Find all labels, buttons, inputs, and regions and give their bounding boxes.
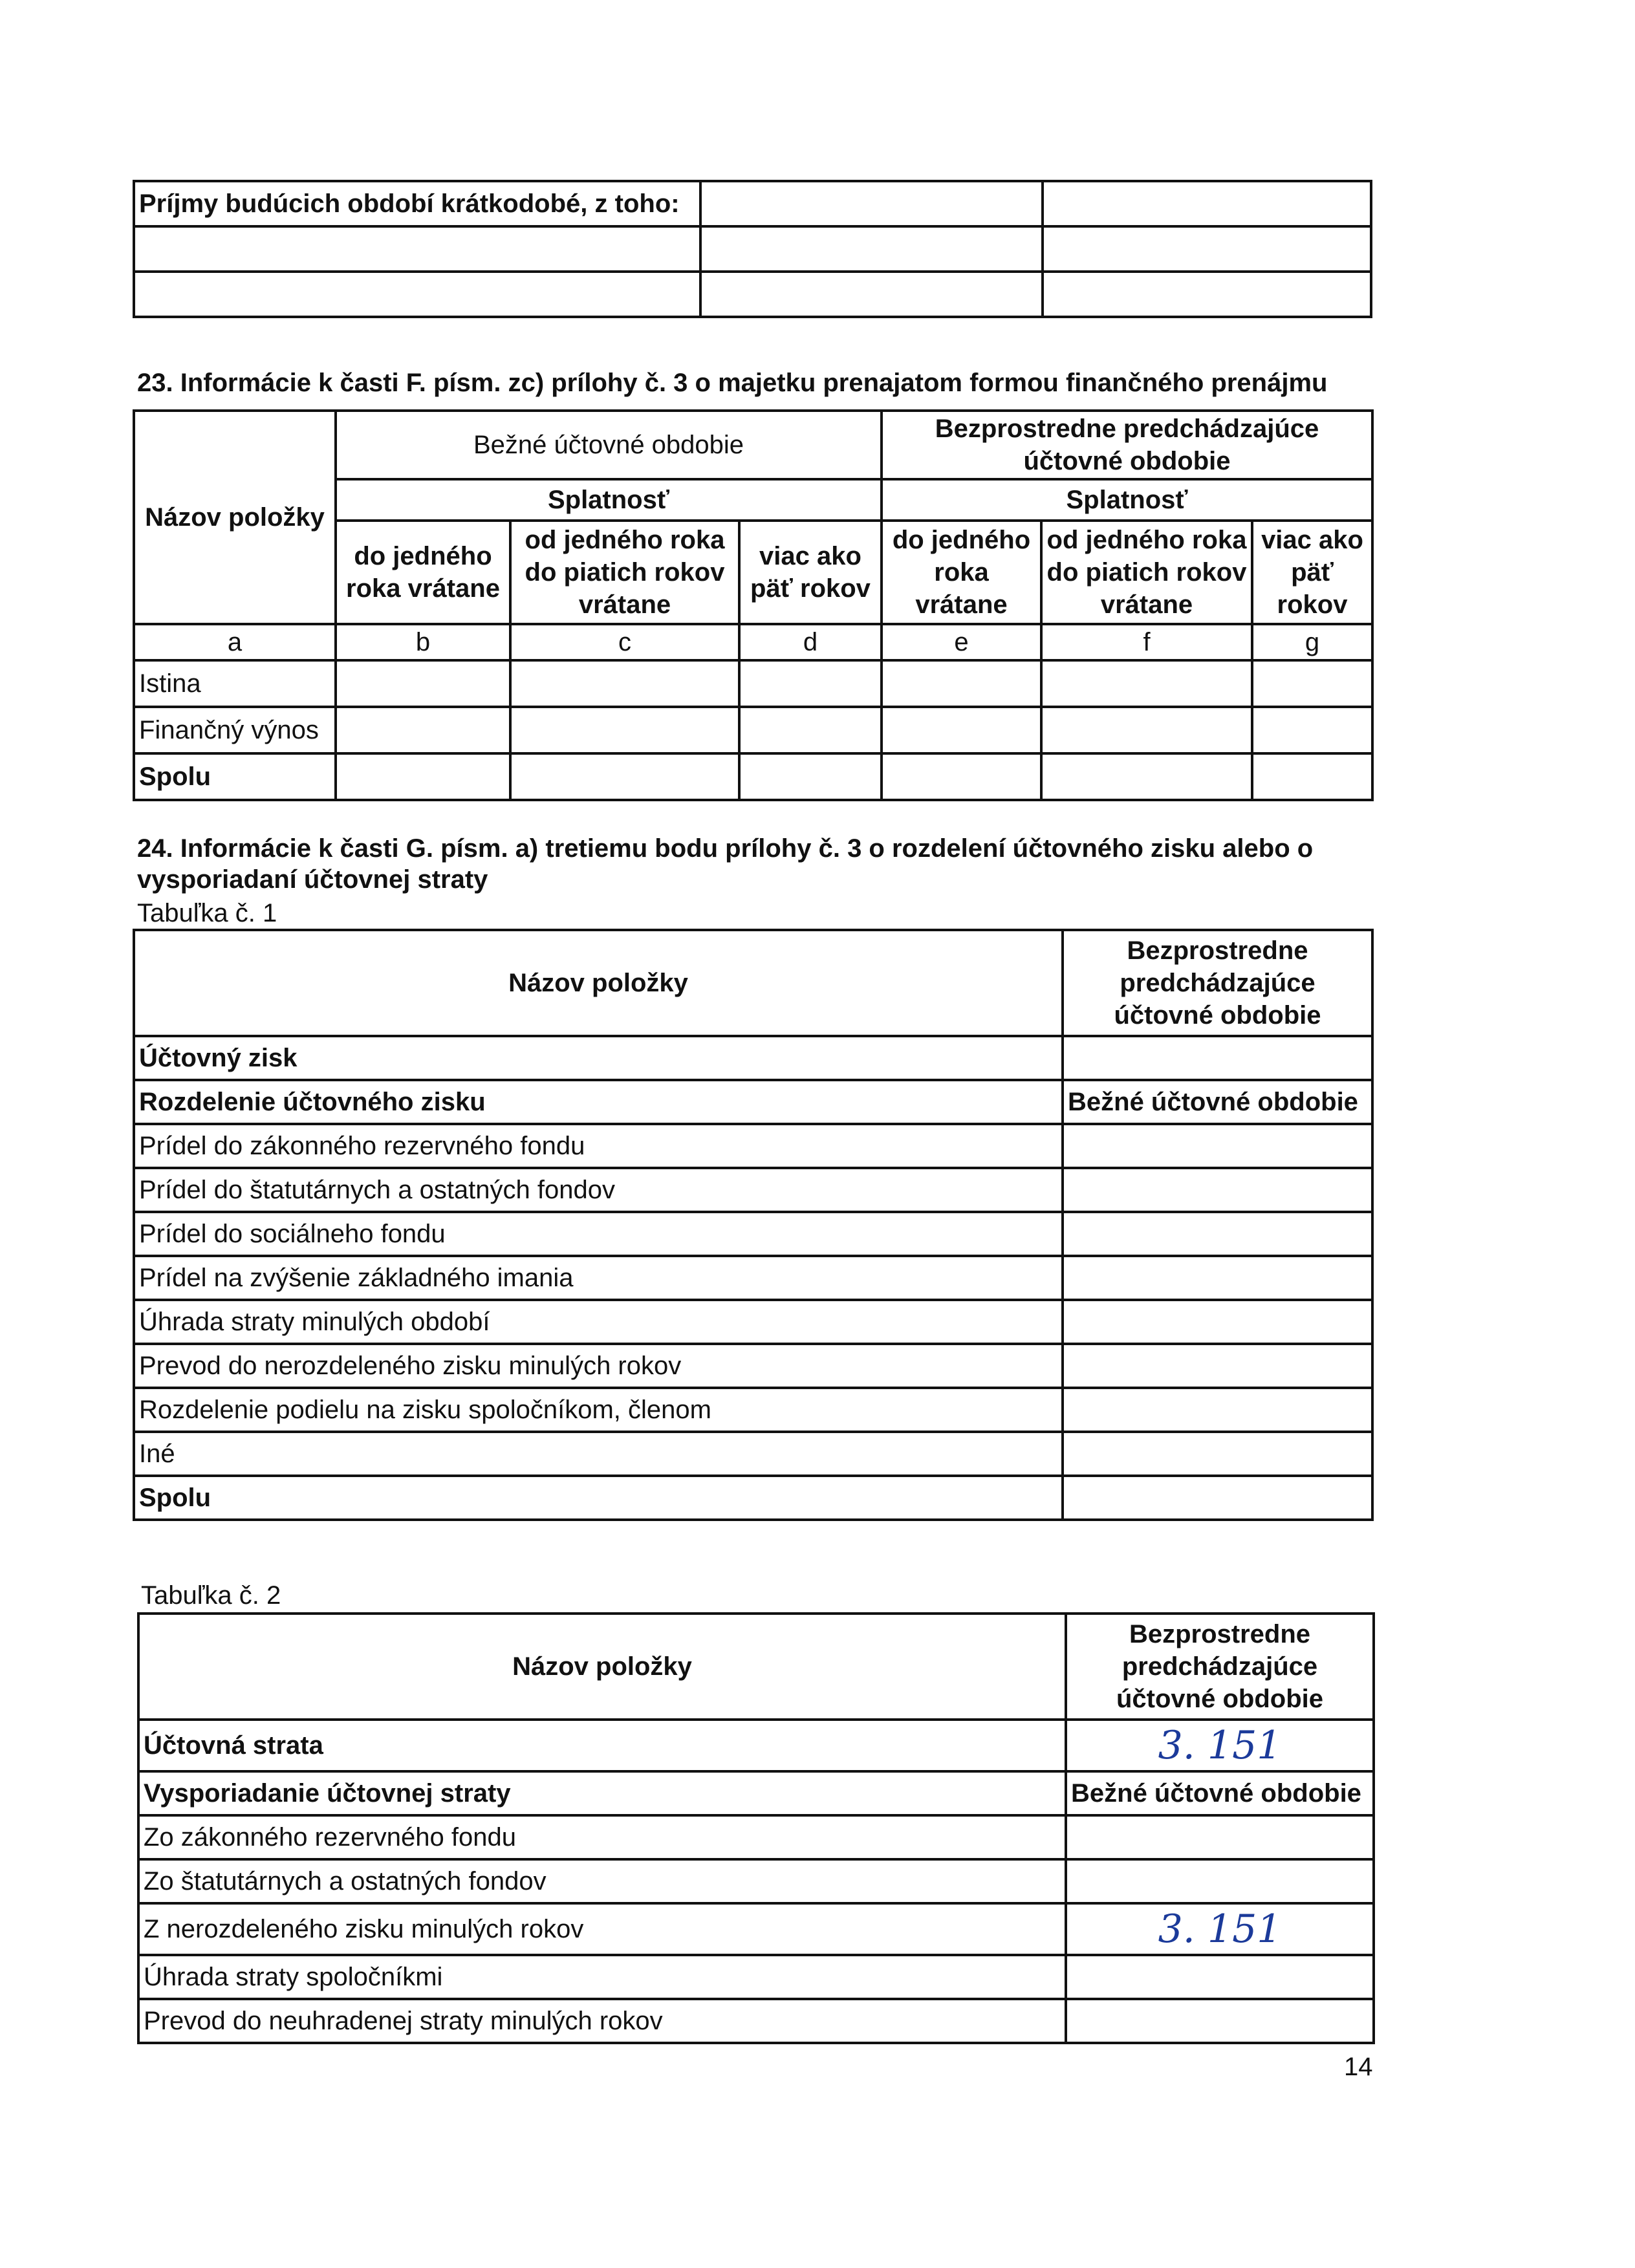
- table-cell: [1063, 1476, 1372, 1520]
- row-value: [1066, 1999, 1374, 2043]
- column-letter: e: [882, 624, 1041, 660]
- row-label: Iné: [134, 1432, 1063, 1476]
- item-name-header: Názov položky: [138, 1614, 1066, 1720]
- table-cell: [1063, 1300, 1372, 1344]
- accounting-profit-label: Účtovný zisk: [134, 1036, 1063, 1080]
- future-income-title: Príjmy budúcich období krátkodobé, z toho:: [134, 181, 700, 226]
- row-label: Rozdelenie podielu na zisku spoločníkom, členom: [134, 1388, 1063, 1432]
- table-cell: [882, 753, 1041, 800]
- table-cell: [1041, 753, 1252, 800]
- maturity-header-current: Splatnosť: [336, 479, 882, 521]
- row-value: 3. 151: [1066, 1903, 1374, 1955]
- row-label: Prídel do zákonného rezervného fondu: [134, 1124, 1063, 1168]
- row-label: Zo zákonného rezervného fondu: [138, 1815, 1066, 1859]
- table-cell: [510, 753, 739, 800]
- table-cell: [510, 660, 739, 707]
- row-value: [1066, 1859, 1374, 1903]
- table-cell: [1252, 707, 1372, 753]
- maturity-over-five-years: viac ako päť rokov: [1252, 521, 1372, 624]
- table-cell: [882, 660, 1041, 707]
- column-letter: g: [1252, 624, 1372, 660]
- column-letter: a: [134, 624, 336, 660]
- table-cell: [1063, 1432, 1372, 1476]
- current-period-header: Bežné účtovné obdobie: [1066, 1771, 1374, 1815]
- column-letter: c: [510, 624, 739, 660]
- table-cell: [336, 660, 510, 707]
- table-cell: [336, 753, 510, 800]
- previous-period-header: Bezprostredne predchádzajúce účtovné obdobie: [882, 411, 1372, 479]
- row-label: Prevod do neuhradenej straty minulých rokov: [138, 1999, 1066, 2043]
- row-label: Istina: [134, 660, 336, 707]
- maturity-header-previous: Splatnosť: [882, 479, 1372, 521]
- row-label: Úhrada straty spoločníkmi: [138, 1955, 1066, 1999]
- table-cell: [739, 660, 882, 707]
- table-cell: [1043, 181, 1371, 226]
- table-cell: [1041, 707, 1252, 753]
- row-value: [1066, 1955, 1374, 1999]
- table-cell: [336, 707, 510, 753]
- current-period-header: Bežné účtovné obdobie: [336, 411, 882, 479]
- section-24-heading: 24. Informácie k časti G. písm. a) tretiemu bodu prílohy č. 3 o rozdelení účtovného zisku alebo o vysporiadaní účtovnej straty: [137, 834, 1314, 894]
- item-name-header: Názov položky: [134, 411, 336, 624]
- table-cell: [1063, 1212, 1372, 1256]
- table-cell: [1063, 1344, 1372, 1388]
- accounting-loss-value: 3. 151: [1066, 1720, 1374, 1771]
- maturity-over-five-years: viac ako päť rokov: [739, 521, 882, 624]
- row-label: Prídel do štatutárnych a ostatných fondov: [134, 1168, 1063, 1212]
- loss-settlement-table: [137, 1612, 1375, 2044]
- maturity-up-to-one-year: do jedného roka vrátane: [882, 521, 1041, 624]
- page-number: 14: [1344, 2053, 1373, 2081]
- table2-caption: Tabuľka č. 2: [141, 1581, 281, 1610]
- table-cell: [134, 226, 700, 272]
- table-cell: [1041, 660, 1252, 707]
- table-cell: [700, 272, 1043, 317]
- table-cell: [739, 753, 882, 800]
- table-cell: [510, 707, 739, 753]
- table-cell: [739, 707, 882, 753]
- table-cell: [1063, 1168, 1372, 1212]
- row-label: Finančný výnos: [134, 707, 336, 753]
- table-cell: [700, 226, 1043, 272]
- column-letter: d: [739, 624, 882, 660]
- table-cell: [1043, 226, 1371, 272]
- row-label-total: Spolu: [134, 753, 336, 800]
- table-cell: [1063, 1388, 1372, 1432]
- maturity-one-to-five-years: od jedného roka do piatich rokov vrátane: [510, 521, 739, 624]
- row-label: Zo štatutárnych a ostatných fondov: [138, 1859, 1066, 1903]
- row-label: Prídel na zvýšenie základného imania: [134, 1256, 1063, 1300]
- table-cell: [1252, 753, 1372, 800]
- maturity-up-to-one-year: do jedného roka vrátane: [336, 521, 510, 624]
- table1-caption: Tabuľka č. 1: [137, 899, 277, 927]
- row-label: Úhrada straty minulých období: [134, 1300, 1063, 1344]
- table-cell: [1252, 660, 1372, 707]
- row-value: [1066, 1815, 1374, 1859]
- row-label: Prídel do sociálneho fondu: [134, 1212, 1063, 1256]
- table-cell: [1063, 1124, 1372, 1168]
- loss-settlement-label: Vysporiadanie účtovnej straty: [138, 1771, 1066, 1815]
- table-cell: [134, 272, 700, 317]
- previous-period-header: Bezprostredne predchádzajúce účtovné obdobie: [1066, 1614, 1374, 1720]
- row-label: Prevod do nerozdeleného zisku minulých rokov: [134, 1344, 1063, 1388]
- table-cell: [700, 181, 1043, 226]
- table-cell: [882, 707, 1041, 753]
- row-label: Z nerozdeleného zisku minulých rokov: [138, 1903, 1066, 1955]
- table-cell: [1063, 1036, 1372, 1080]
- future-income-table: [133, 180, 1372, 318]
- row-label-total: Spolu: [134, 1476, 1063, 1520]
- item-name-header: Názov položky: [134, 930, 1063, 1036]
- table-cell: [1043, 272, 1371, 317]
- column-letter: f: [1041, 624, 1252, 660]
- table-cell: [1063, 1256, 1372, 1300]
- column-letter: b: [336, 624, 510, 660]
- previous-period-header: Bezprostredne predchádzajúce účtovné obdobie: [1063, 930, 1372, 1036]
- accounting-loss-label: Účtovná strata: [138, 1720, 1066, 1771]
- section-23-heading: 23. Informácie k časti F. písm. zc) prílohy č. 3 o majetku prenajatom formou finančného prenájmu: [137, 369, 1328, 397]
- profit-distribution-table: [133, 929, 1374, 1521]
- maturity-one-to-five-years: od jedného roka do piatich rokov vrátane: [1041, 521, 1252, 624]
- finance-lease-table: [133, 409, 1374, 801]
- profit-distribution-label: Rozdelenie účtovného zisku: [134, 1080, 1063, 1124]
- current-period-header: Bežné účtovné obdobie: [1063, 1080, 1372, 1124]
